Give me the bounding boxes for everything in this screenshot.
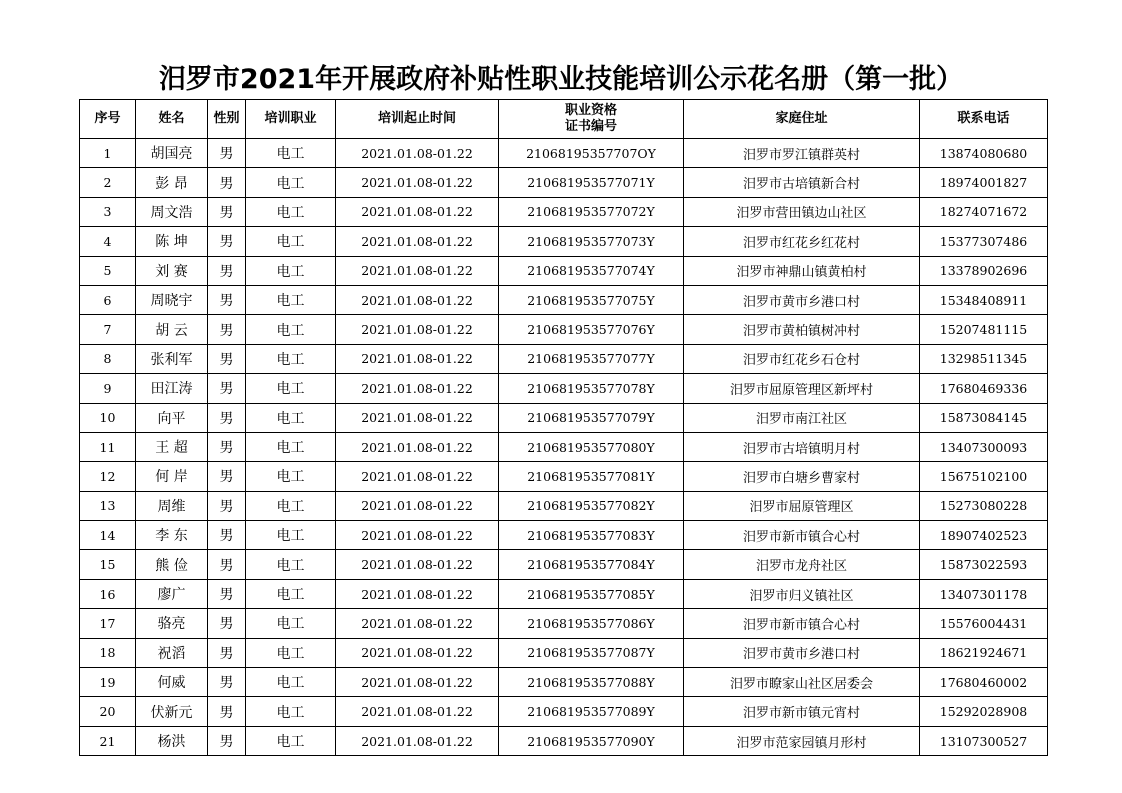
cell-sex: 男 — [208, 697, 246, 726]
cell-phone: 18274071672 — [920, 197, 1048, 226]
cell-num: 14 — [80, 521, 136, 550]
cell-num: 16 — [80, 579, 136, 608]
cell-job: 电工 — [246, 344, 336, 373]
cell-date: 2021.01.08-01.22 — [336, 668, 499, 697]
cell-date: 2021.01.08-01.22 — [336, 315, 499, 344]
cell-name: 胡 云 — [136, 315, 208, 344]
cell-addr: 汨罗市龙舟社区 — [684, 550, 920, 579]
table-row — [80, 403, 1048, 432]
cell-date: 2021.01.08-01.22 — [336, 344, 499, 373]
cell-addr: 汨罗市范家园镇月形村 — [684, 726, 920, 755]
header-date: 培训起止时间 — [336, 100, 499, 139]
table-row — [80, 139, 1048, 168]
cell-sex: 男 — [208, 374, 246, 403]
cell-phone: 13407300093 — [920, 432, 1048, 461]
header-job: 培训职业 — [246, 100, 336, 139]
cell-phone: 13407301178 — [920, 579, 1048, 608]
cell-addr: 汨罗市黄市乡港口村 — [684, 638, 920, 667]
cell-addr: 汨罗市神鼎山镇黄柏村 — [684, 256, 920, 285]
table-row — [80, 285, 1048, 314]
cell-name: 刘 赛 — [136, 256, 208, 285]
cell-name: 骆亮 — [136, 609, 208, 638]
header-row — [80, 100, 1048, 139]
cell-name: 杨洪 — [136, 726, 208, 755]
cell-phone: 13107300527 — [920, 726, 1048, 755]
cell-cert: 210681953577081Y — [499, 462, 684, 491]
cell-cert: 210681953577085Y — [499, 579, 684, 608]
cell-date: 2021.01.08-01.22 — [336, 491, 499, 520]
cell-sex: 男 — [208, 726, 246, 755]
cell-sex: 男 — [208, 139, 246, 168]
cell-job: 电工 — [246, 697, 336, 726]
cell-num: 7 — [80, 315, 136, 344]
cell-num: 5 — [80, 256, 136, 285]
cell-name: 向平 — [136, 403, 208, 432]
cell-job: 电工 — [246, 315, 336, 344]
cell-phone: 17680469336 — [920, 374, 1048, 403]
cell-name: 伏新元 — [136, 697, 208, 726]
cell-addr: 汨罗市黄市乡港口村 — [684, 285, 920, 314]
cell-cert: 210681953577075Y — [499, 285, 684, 314]
cell-job: 电工 — [246, 550, 336, 579]
cell-num: 15 — [80, 550, 136, 579]
cell-job: 电工 — [246, 285, 336, 314]
cell-sex: 男 — [208, 432, 246, 461]
table-row — [80, 697, 1048, 726]
cell-phone: 15377307486 — [920, 227, 1048, 256]
cell-job: 电工 — [246, 726, 336, 755]
cell-cert: 210681953577084Y — [499, 550, 684, 579]
cell-sex: 男 — [208, 315, 246, 344]
cell-job: 电工 — [246, 579, 336, 608]
cell-addr: 汨罗市新市镇元宵村 — [684, 697, 920, 726]
cell-name: 廖广 — [136, 579, 208, 608]
cell-date: 2021.01.08-01.22 — [336, 579, 499, 608]
cell-job: 电工 — [246, 256, 336, 285]
cell-cert: 210681953577083Y — [499, 521, 684, 550]
cell-job: 电工 — [246, 638, 336, 667]
cell-sex: 男 — [208, 197, 246, 226]
cell-sex: 男 — [208, 462, 246, 491]
cell-date: 2021.01.08-01.22 — [336, 168, 499, 197]
cell-name: 何威 — [136, 668, 208, 697]
header-sex: 性别 — [208, 100, 246, 139]
cell-phone: 13874080680 — [920, 139, 1048, 168]
cell-cert: 210681953577076Y — [499, 315, 684, 344]
cell-cert: 210681953577082Y — [499, 491, 684, 520]
cell-addr: 汨罗市古培镇明月村 — [684, 432, 920, 461]
header-addr: 家庭住址 — [684, 100, 920, 139]
cell-num: 21 — [80, 726, 136, 755]
cell-addr: 汨罗市屈原管理区 — [684, 491, 920, 520]
cell-name: 李 东 — [136, 521, 208, 550]
table-row — [80, 168, 1048, 197]
cell-job: 电工 — [246, 491, 336, 520]
cell-phone: 17680460002 — [920, 668, 1048, 697]
cell-num: 3 — [80, 197, 136, 226]
cell-cert: 210681953577086Y — [499, 609, 684, 638]
table-row — [80, 550, 1048, 579]
table-row — [80, 521, 1048, 550]
cell-job: 电工 — [246, 668, 336, 697]
cell-date: 2021.01.08-01.22 — [336, 197, 499, 226]
cell-phone: 13378902696 — [920, 256, 1048, 285]
table-row — [80, 491, 1048, 520]
cell-sex: 男 — [208, 521, 246, 550]
cell-date: 2021.01.08-01.22 — [336, 550, 499, 579]
cell-cert: 210681953577080Y — [499, 432, 684, 461]
table-row — [80, 432, 1048, 461]
cell-addr: 汨罗市新市镇合心村 — [684, 609, 920, 638]
cell-date: 2021.01.08-01.22 — [336, 697, 499, 726]
cell-cert: 210681953577087Y — [499, 638, 684, 667]
cell-date: 2021.01.08-01.22 — [336, 256, 499, 285]
cell-phone: 15292028908 — [920, 697, 1048, 726]
cell-num: 10 — [80, 403, 136, 432]
table-row — [80, 579, 1048, 608]
cell-num: 13 — [80, 491, 136, 520]
header-num: 序号 — [80, 100, 136, 139]
cell-num: 4 — [80, 227, 136, 256]
cell-sex: 男 — [208, 344, 246, 373]
cell-num: 9 — [80, 374, 136, 403]
cell-name: 何 岸 — [136, 462, 208, 491]
cell-sex: 男 — [208, 403, 246, 432]
cell-phone: 15873022593 — [920, 550, 1048, 579]
cell-job: 电工 — [246, 168, 336, 197]
cell-name: 周维 — [136, 491, 208, 520]
header-name: 姓名 — [136, 100, 208, 139]
cell-sex: 男 — [208, 168, 246, 197]
cell-sex: 男 — [208, 668, 246, 697]
cell-num: 11 — [80, 432, 136, 461]
cell-date: 2021.01.08-01.22 — [336, 432, 499, 461]
cell-date: 2021.01.08-01.22 — [336, 638, 499, 667]
cell-cert: 210681953577088Y — [499, 668, 684, 697]
cell-phone: 18974001827 — [920, 168, 1048, 197]
cell-sex: 男 — [208, 579, 246, 608]
table-row — [80, 315, 1048, 344]
cell-job: 电工 — [246, 403, 336, 432]
cell-cert: 210681953577079Y — [499, 403, 684, 432]
header-cert-line1: 职业资格 — [564, 103, 617, 118]
header-cert — [499, 100, 684, 139]
cell-name: 周晓宇 — [136, 285, 208, 314]
cell-num: 1 — [80, 139, 136, 168]
cell-job: 电工 — [246, 609, 336, 638]
cell-addr: 汨罗市红花乡石仓村 — [684, 344, 920, 373]
cell-cert: 210681953577071Y — [499, 168, 684, 197]
cell-addr: 汨罗市瞭家山社区居委会 — [684, 668, 920, 697]
cell-addr: 汨罗市屈原管理区新坪村 — [684, 374, 920, 403]
cell-date: 2021.01.08-01.22 — [336, 462, 499, 491]
cell-phone: 15207481115 — [920, 315, 1048, 344]
table-row — [80, 638, 1048, 667]
cell-name: 祝滔 — [136, 638, 208, 667]
cell-cert: 210681953577072Y — [499, 197, 684, 226]
cell-addr: 汨罗市红花乡红花村 — [684, 227, 920, 256]
cell-name: 田江涛 — [136, 374, 208, 403]
cell-date: 2021.01.08-01.22 — [336, 285, 499, 314]
cell-num: 12 — [80, 462, 136, 491]
cell-name: 周文浩 — [136, 197, 208, 226]
cell-addr: 汨罗市黄柏镇树冲村 — [684, 315, 920, 344]
cell-phone: 18907402523 — [920, 521, 1048, 550]
header-phone: 联系电话 — [920, 100, 1048, 139]
cell-num: 19 — [80, 668, 136, 697]
cell-job: 电工 — [246, 227, 336, 256]
table-row — [80, 197, 1048, 226]
cell-num: 20 — [80, 697, 136, 726]
cell-addr: 汨罗市南江社区 — [684, 403, 920, 432]
header-cert-line2: 证书编号 — [564, 119, 617, 134]
cell-addr: 汨罗市罗江镇群英村 — [684, 139, 920, 168]
cell-phone: 15273080228 — [920, 491, 1048, 520]
cell-job: 电工 — [246, 521, 336, 550]
cell-num: 8 — [80, 344, 136, 373]
cell-sex: 男 — [208, 256, 246, 285]
cell-sex: 男 — [208, 491, 246, 520]
cell-date: 2021.01.08-01.22 — [336, 521, 499, 550]
table-row — [80, 227, 1048, 256]
cell-num: 18 — [80, 638, 136, 667]
cell-name: 王 超 — [136, 432, 208, 461]
cell-date: 2021.01.08-01.22 — [336, 609, 499, 638]
cell-job: 电工 — [246, 374, 336, 403]
cell-cert: 21068195357707OY — [499, 139, 684, 168]
table-row — [80, 374, 1048, 403]
cell-num: 2 — [80, 168, 136, 197]
cell-date: 2021.01.08-01.22 — [336, 403, 499, 432]
table-row — [80, 726, 1048, 755]
table-row — [80, 668, 1048, 697]
cell-sex: 男 — [208, 227, 246, 256]
cell-date: 2021.01.08-01.22 — [336, 139, 499, 168]
cell-phone: 13298511345 — [920, 344, 1048, 373]
cell-name: 陈 坤 — [136, 227, 208, 256]
cell-sex: 男 — [208, 550, 246, 579]
cell-addr: 汨罗市新市镇合心村 — [684, 521, 920, 550]
cell-job: 电工 — [246, 139, 336, 168]
cell-date: 2021.01.08-01.22 — [336, 227, 499, 256]
cell-sex: 男 — [208, 285, 246, 314]
cell-addr: 汨罗市营田镇边山社区 — [684, 197, 920, 226]
cell-date: 2021.01.08-01.22 — [336, 374, 499, 403]
cell-cert: 210681953577073Y — [499, 227, 684, 256]
cell-job: 电工 — [246, 432, 336, 461]
cell-sex: 男 — [208, 638, 246, 667]
cell-cert: 210681953577078Y — [499, 374, 684, 403]
cell-job: 电工 — [246, 462, 336, 491]
page-title: 汨罗市2021年开展政府补贴性职业技能培训公示花名册（第一批） — [158, 64, 964, 95]
cell-cert: 210681953577089Y — [499, 697, 684, 726]
cell-cert: 210681953577090Y — [499, 726, 684, 755]
cell-phone: 15576004431 — [920, 609, 1048, 638]
cell-addr: 汨罗市古培镇新合村 — [684, 168, 920, 197]
cell-phone: 15675102100 — [920, 462, 1048, 491]
table-row — [80, 256, 1048, 285]
cell-cert: 210681953577074Y — [499, 256, 684, 285]
cell-num: 17 — [80, 609, 136, 638]
cell-addr: 汨罗市白塘乡曹家村 — [684, 462, 920, 491]
cell-phone: 15348408911 — [920, 285, 1048, 314]
cell-job: 电工 — [246, 197, 336, 226]
cell-num: 6 — [80, 285, 136, 314]
cell-phone: 15873084145 — [920, 403, 1048, 432]
table-row — [80, 344, 1048, 373]
cell-name: 张利军 — [136, 344, 208, 373]
cell-cert: 210681953577077Y — [499, 344, 684, 373]
cell-name: 熊 俭 — [136, 550, 208, 579]
table-row — [80, 462, 1048, 491]
roster-table — [79, 99, 1048, 756]
cell-name: 胡国亮 — [136, 139, 208, 168]
cell-addr: 汨罗市归义镇社区 — [684, 579, 920, 608]
cell-phone: 18621924671 — [920, 638, 1048, 667]
table-row — [80, 609, 1048, 638]
cell-name: 彭 昂 — [136, 168, 208, 197]
cell-sex: 男 — [208, 609, 246, 638]
cell-date: 2021.01.08-01.22 — [336, 726, 499, 755]
